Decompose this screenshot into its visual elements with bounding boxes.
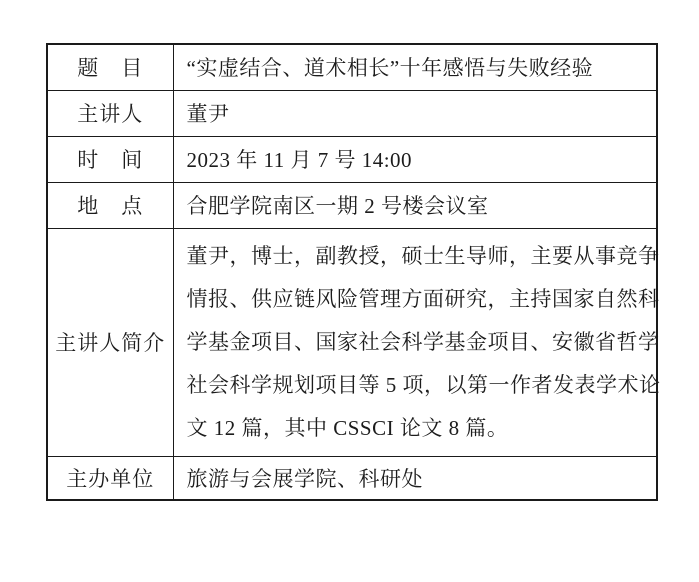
organizer-row-label: 主办单位 <box>47 456 173 500</box>
bio-line: 文 12 篇，其中 CSSCI 论文 8 篇。 <box>186 415 509 440</box>
speaker-row-label: 主讲人 <box>47 90 173 136</box>
table-row-time <box>47 136 657 182</box>
lecture-info-table <box>46 43 661 501</box>
bio-line: 情报、供应链风险管理方面研究，主持国家自然科 <box>186 286 660 311</box>
location-row-value: 合肥学院南区一期 2 号楼会议室 <box>173 182 657 228</box>
title-row-label: 题 目 <box>47 44 173 90</box>
bio-line: 董尹，博士，副教授，硕士生导师，主要从事竞争 <box>186 243 660 268</box>
table-row-speaker <box>47 90 657 136</box>
table-row-speaker-bio <box>47 228 657 456</box>
bio-row-label: 主讲人简介 <box>47 228 173 456</box>
organizer-row-value: 旅游与会展学院、科研处 <box>173 456 657 500</box>
bio-row-value <box>173 228 661 456</box>
table-row-organizer <box>47 456 657 500</box>
time-row-value: 2023 年 11 月 7 号 14:00 <box>173 136 657 182</box>
time-row-label: 时 间 <box>47 136 173 182</box>
bio-line: 社会科学规划项目等 5 项，以第一作者发表学术论 <box>186 372 661 397</box>
table-row-title <box>47 44 657 90</box>
bio-line: 学基金项目、国家社会科学基金项目、安徽省哲学 <box>186 329 660 354</box>
table-row-location <box>47 182 657 228</box>
location-row-label: 地 点 <box>47 182 173 228</box>
title-row-value: “实虚结合、道术相长”十年感悟与失败经验 <box>173 44 657 90</box>
speaker-row-value: 董尹 <box>173 90 657 136</box>
